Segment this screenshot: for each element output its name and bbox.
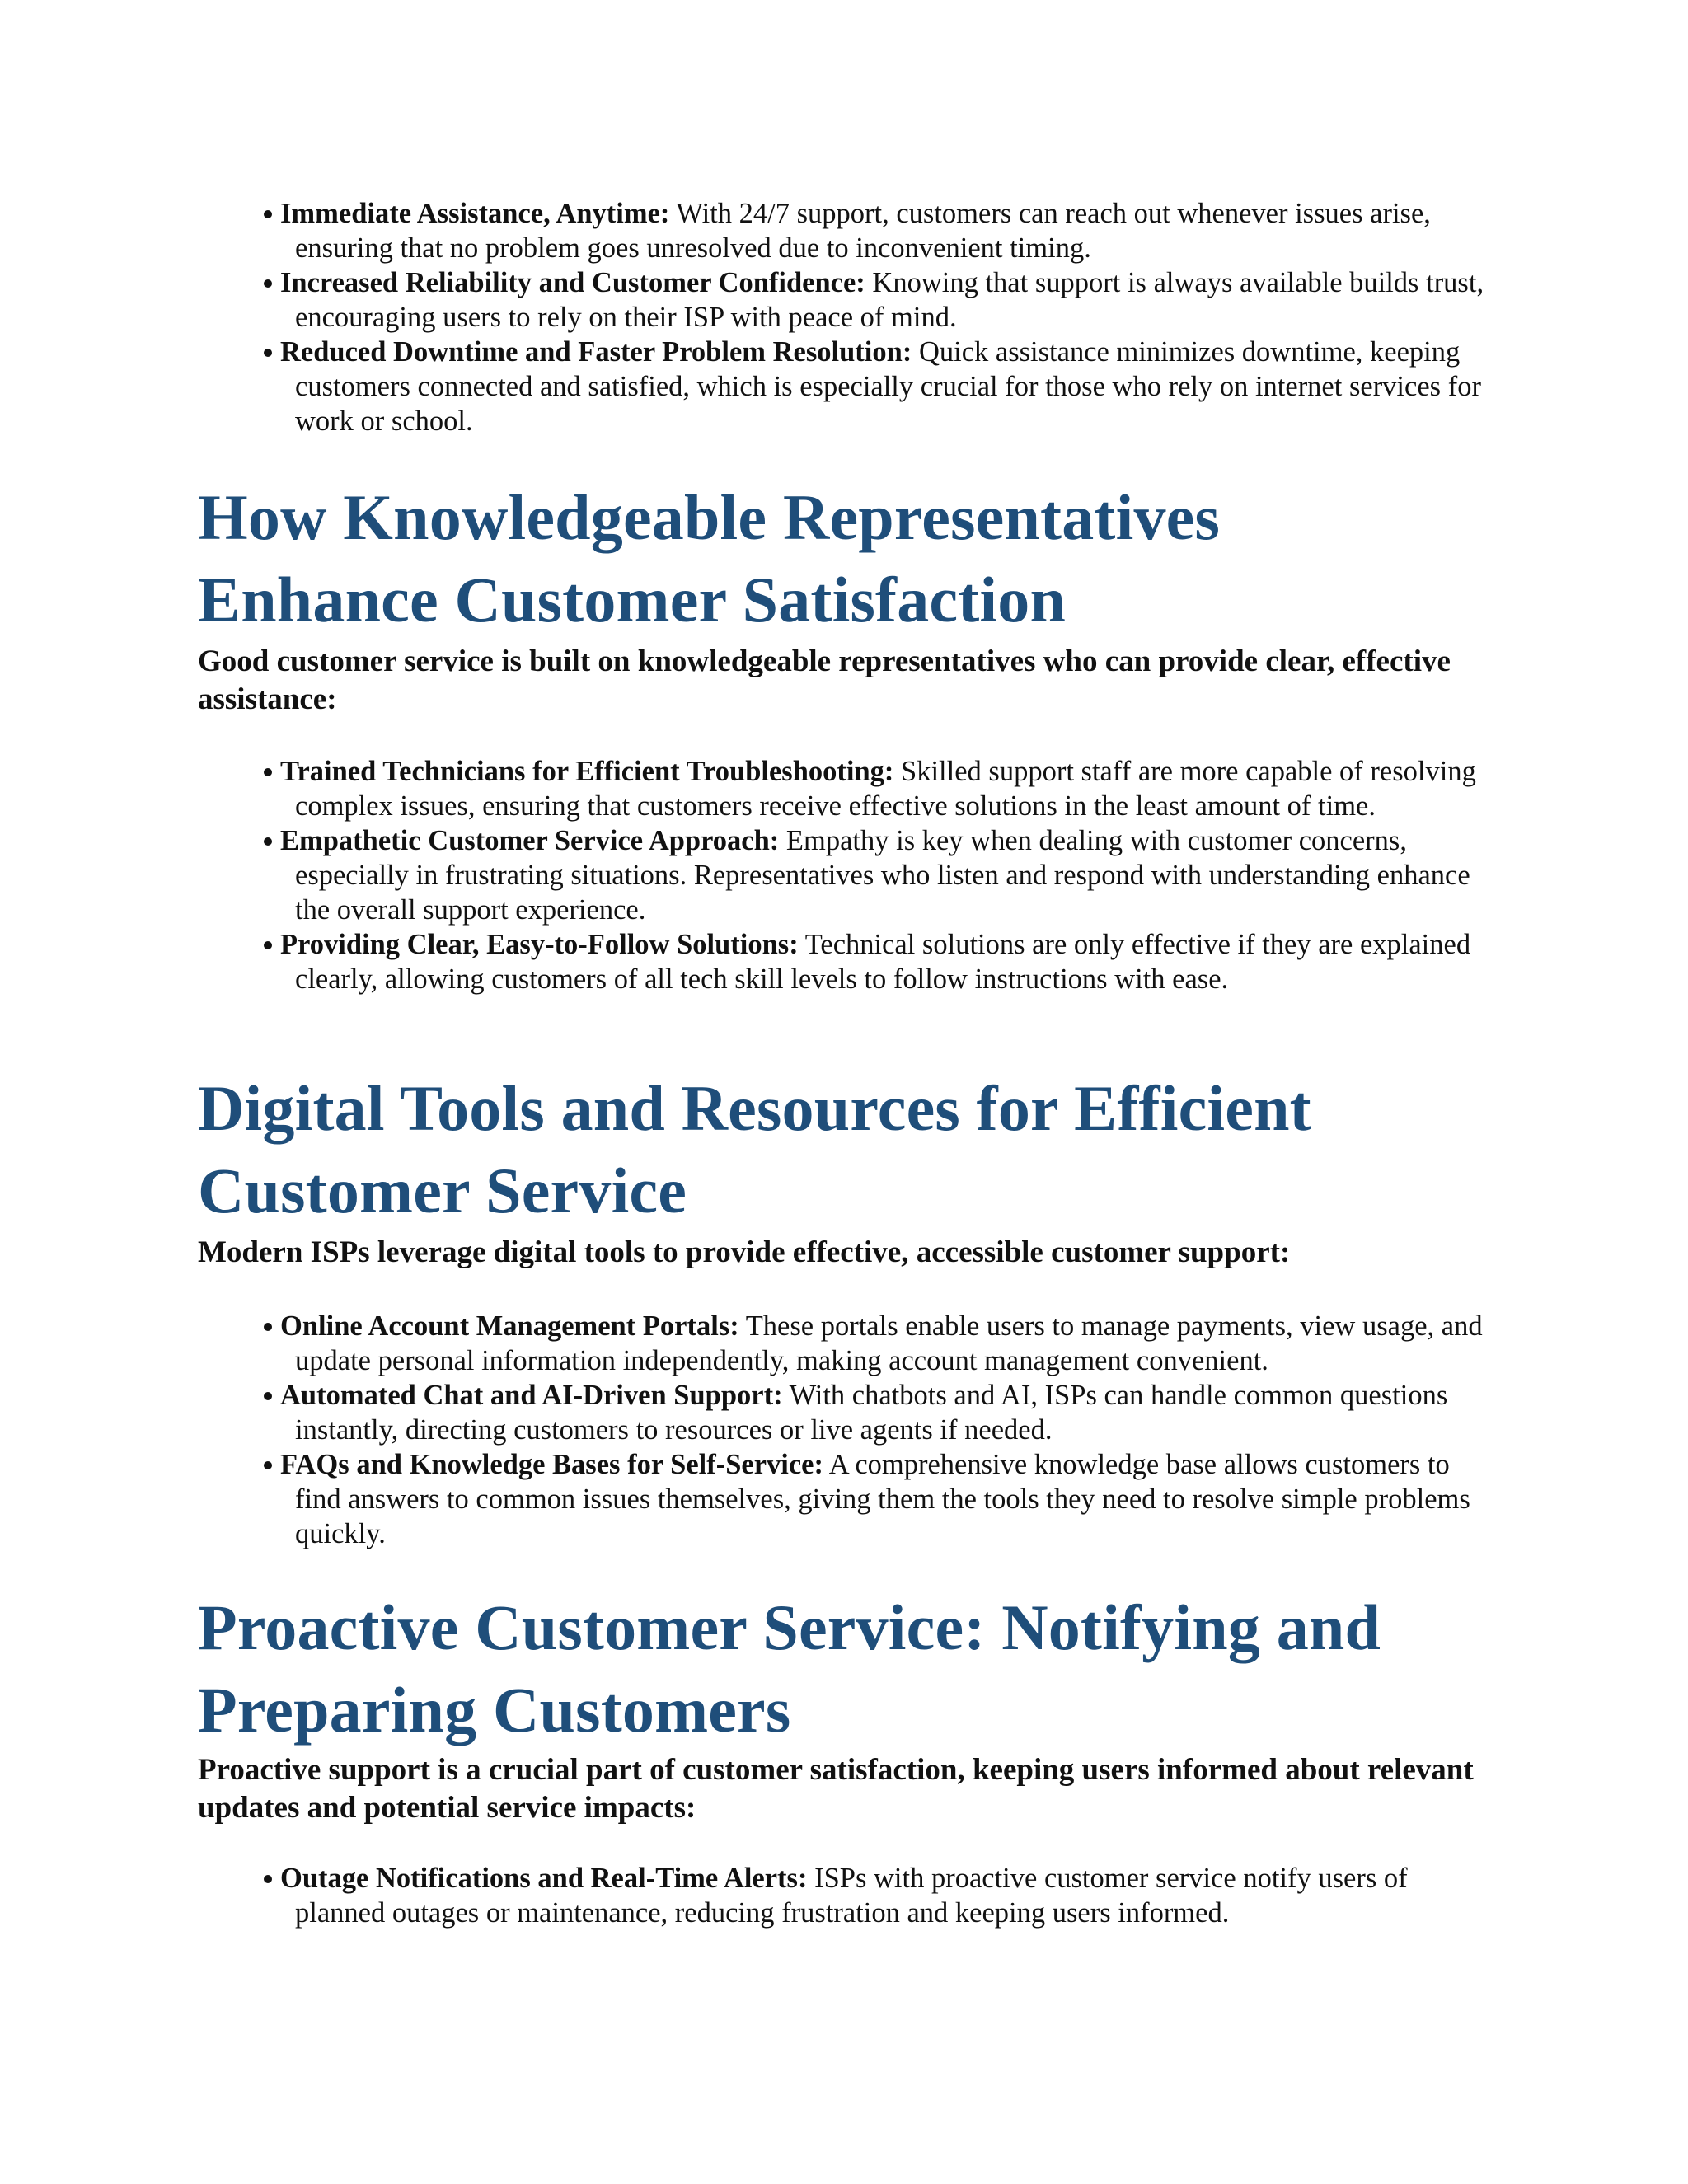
bullet-icon — [264, 349, 272, 357]
section-intro: Proactive support is a crucial part of customer satisfaction, keeping users informed about relevant updates and potential service impacts: — [198, 1753, 1474, 1825]
bullet-icon — [264, 768, 272, 776]
section-heading: Digital Tools and Resources for Efficient Customer Service — [198, 1072, 1311, 1226]
bullet-icon — [264, 279, 272, 288]
bullet-icon — [264, 837, 272, 846]
list-item: Automated Chat and AI-Driven Support: With chatbots and AI, ISPs can handle common questions instantly, directing customers to resources or live agents if needed. — [247, 1378, 1500, 1447]
list-item: Increased Reliability and Customer Confidence: Knowing that support is always available builds trust, encouraging users to rely on their ISP with peace of mind. — [247, 265, 1500, 335]
list-item: Immediate Assistance, Anytime: With 24/7 support, customers can reach out whenever issues arise, ensuring that no problem goes unresolved due to inconvenient timing. — [247, 196, 1500, 265]
list-item: Outage Notifications and Real-Time Alerts: ISPs with proactive customer service notify users of planned outages or maintenance, reducing frustration and keeping users informed. — [247, 1861, 1500, 1930]
list-item: Reduced Downtime and Faster Problem Resolution: Quick assistance minimizes downtime, keeping customers connected and satisfied, which is especially crucial for those who rely on internet services for work or school. — [247, 335, 1500, 438]
bullet-icon — [264, 1392, 272, 1400]
proactive-service-list — [247, 1861, 1500, 1930]
benefits-list — [247, 196, 1500, 438]
list-item: FAQs and Knowledge Bases for Self-Service: A comprehensive knowledge base allows customers to find answers to common issues themselves, giving them the tools they need to resolve simple problems quickly. — [247, 1447, 1500, 1551]
section-intro: Good customer service is built on knowledgeable representatives who can provide clear, effective assistance: — [198, 644, 1451, 716]
bullet-icon — [264, 1875, 272, 1883]
list-item: Trained Technicians for Efficient Troubleshooting: Skilled support staff are more capable of resolving complex issues, ensuring that customers receive effective solutions in the least amount of time. — [247, 754, 1500, 823]
section-heading: How Knowledgeable Representatives Enhance Customer Satisfaction — [198, 481, 1221, 635]
representatives-list — [247, 754, 1500, 996]
bullet-icon — [264, 941, 272, 949]
section-heading: Proactive Customer Service: Notifying and Preparing Customers — [198, 1591, 1381, 1746]
digital-tools-list — [247, 1309, 1500, 1551]
bullet-icon — [264, 1323, 272, 1331]
section-intro: Modern ISPs leverage digital tools to provide effective, accessible customer support: — [198, 1235, 1291, 1269]
list-item: Online Account Management Portals: These portals enable users to manage payments, view usage, and update personal information independently, making account management convenient. — [247, 1309, 1500, 1378]
list-item: Empathetic Customer Service Approach: Empathy is key when dealing with customer concerns, especially in frustrating situations. Representatives who listen and respond with understanding enhance the overall support experience. — [247, 823, 1500, 927]
bullet-icon — [264, 210, 272, 218]
bullet-icon — [264, 1461, 272, 1469]
list-item: Providing Clear, Easy-to-Follow Solutions: Technical solutions are only effective if they are explained clearly, allowing customers of all tech skill levels to follow instructions with ease. — [247, 927, 1500, 996]
